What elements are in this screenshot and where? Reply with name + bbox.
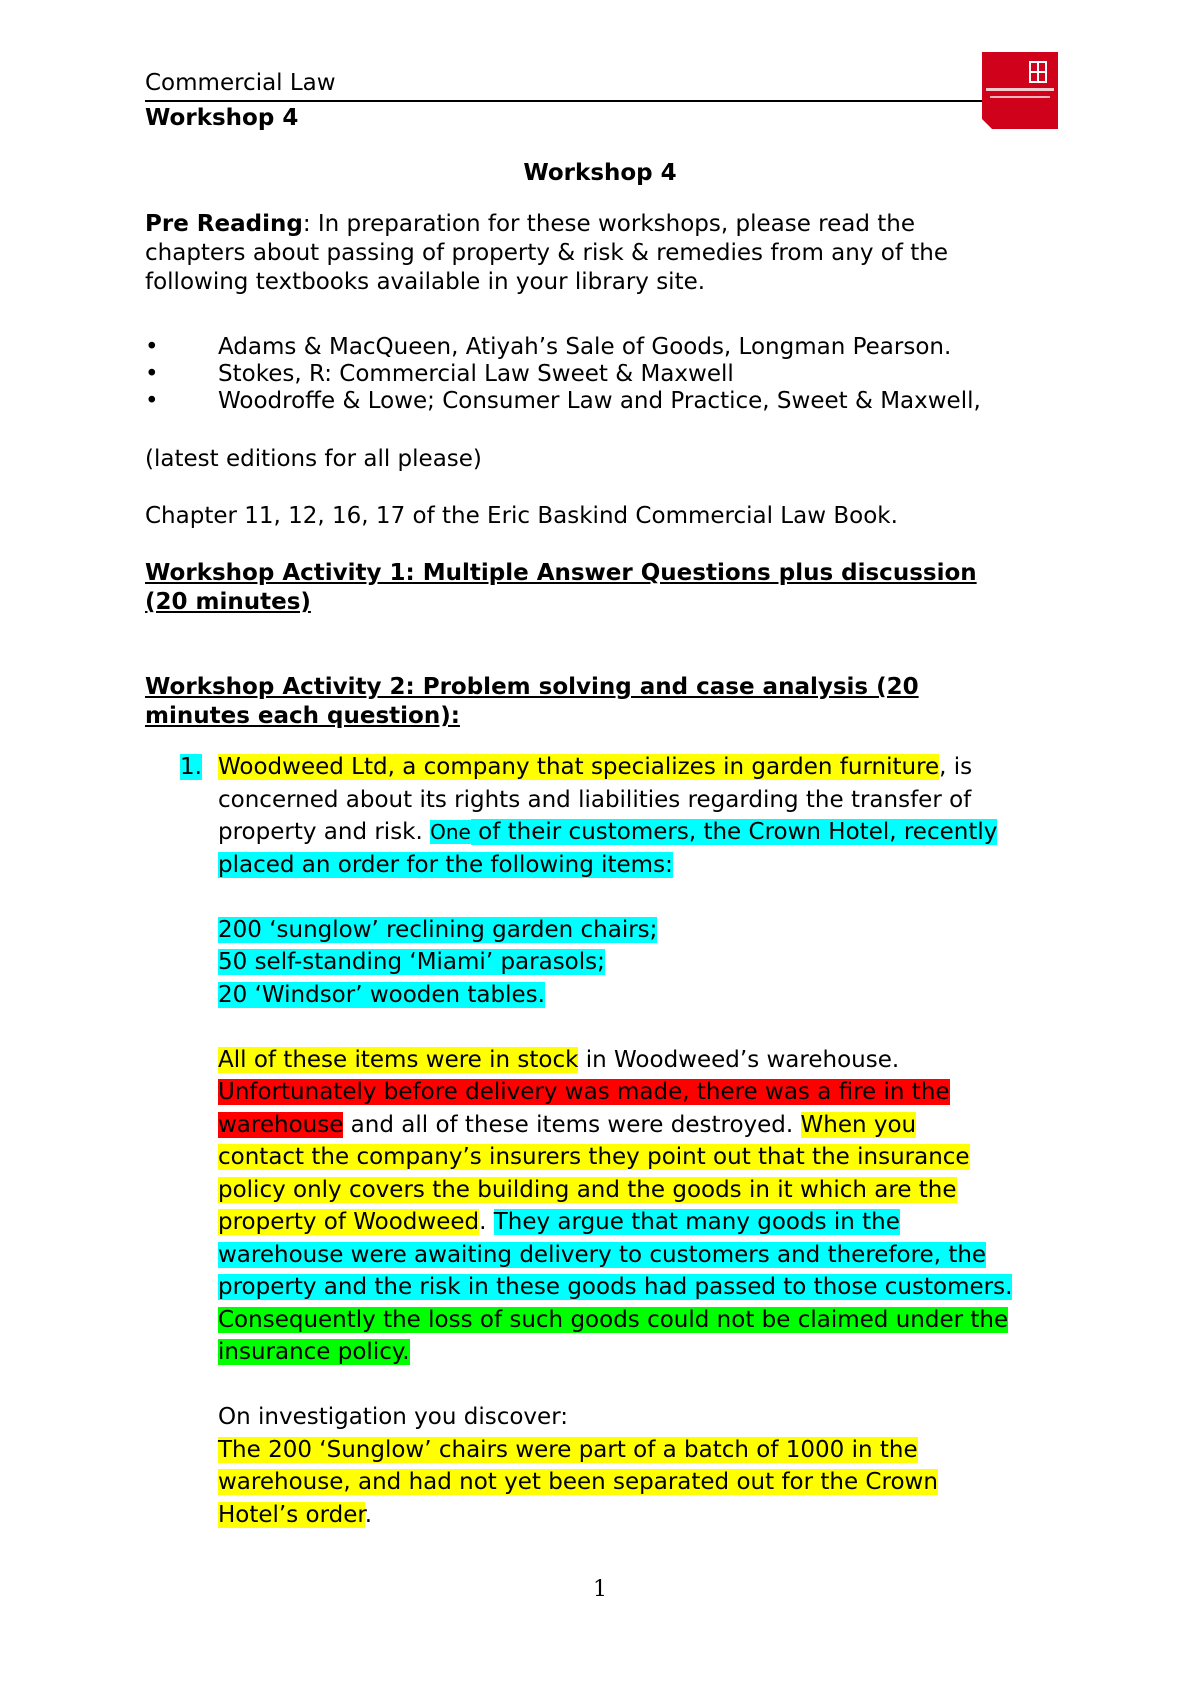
highlight-text: 200 ‘sunglow’ reclining garden chairs; [218, 916, 658, 943]
highlight-text: 20 ‘Windsor’ wooden tables. [218, 981, 545, 1008]
activity-2-line-2: minutes each question): [145, 703, 460, 729]
question-line [218, 1044, 1078, 1077]
highlight-text: property and the risk in these goods had passed to those customers. [218, 1274, 1013, 1300]
chapters-note: Chapter 11, 12, 16, 17 of the Eric Baskind Commercial Law Book. [145, 503, 898, 529]
editions-note: (latest editions for all please) [145, 446, 482, 472]
highlight-text: Hotel’s order [218, 1501, 365, 1528]
plain-text: . [479, 1209, 494, 1235]
question-line [218, 1499, 1078, 1532]
bullet-icon: • [145, 388, 159, 414]
order-item [218, 914, 1078, 947]
highlight-text: They argue that many goods in the [493, 1209, 900, 1235]
plain-text: in Woodweed’s warehouse. [578, 1046, 900, 1073]
bullet-icon: • [145, 361, 159, 387]
pre-reading-label: Pre Reading [145, 211, 303, 237]
activity-1-heading [145, 559, 1045, 617]
question-line: On investigation you discover: [218, 1404, 568, 1430]
highlight-text: One [430, 820, 471, 844]
question-line [218, 1239, 1078, 1272]
list-item-text: Stokes, R: Commercial Law Sweet & Maxwell [218, 361, 734, 387]
highlight-text: insurance policy. [218, 1339, 410, 1365]
activity-2-line-1: Workshop Activity 2: Problem solving and case analysis (20 [145, 674, 919, 700]
activity-1-line-1: Workshop Activity 1: Multiple Answer Questions plus discussion [145, 560, 977, 586]
blank-line [218, 1369, 1078, 1402]
plain-text: property and risk. [218, 819, 431, 845]
blank-line [218, 881, 1078, 914]
question-line [218, 1141, 1078, 1174]
plain-text: . [364, 1501, 373, 1528]
highlight-text: When you [800, 1111, 917, 1138]
pre-reading-line-1 [145, 210, 1045, 239]
question-line [218, 849, 1078, 882]
question-line [218, 1076, 1078, 1109]
highlight-text: warehouse [218, 1111, 344, 1138]
bullet-icon: • [145, 334, 159, 360]
activity-2-heading [145, 673, 1045, 731]
pre-reading-line-3: following textbooks available in your library site. [145, 269, 706, 295]
activity-1-line-2: (20 minutes) [145, 589, 311, 615]
question-line [218, 1434, 1078, 1467]
question-number-text: 1. [180, 754, 202, 780]
order-item [218, 946, 1078, 979]
list-item-text: Adams & MacQueen, Atiyah’s Sale of Goods, Longman Pearson. [218, 334, 952, 360]
page-number: 1 [593, 1577, 607, 1602]
highlight-text: The 200 ‘Sunglow’ chairs were part of a batch of 1000 in the [218, 1436, 918, 1463]
question-line [218, 816, 1078, 849]
question-line [218, 1304, 1078, 1337]
page-title: Workshop 4 [523, 160, 677, 186]
question-line: concerned about its rights and liabilities regarding the transfer of [218, 786, 972, 813]
highlight-text: Woodweed Ltd, a company that specializes in garden furniture [218, 754, 940, 780]
plain-text: , is [939, 754, 973, 780]
blank-line [218, 1011, 1078, 1044]
question-number [180, 751, 202, 784]
header-workshop: Workshop 4 [145, 105, 299, 131]
question-line [218, 1206, 1078, 1239]
order-item [218, 979, 1078, 1012]
highlight-text: Consequently the loss of such goods could not be claimed under the [218, 1306, 1009, 1333]
header-rule [145, 100, 1058, 102]
pre-reading-text-1: : In preparation for these workshops, please read the [302, 211, 916, 237]
highlight-text: 50 self-standing ‘Miami’ parasols; [218, 949, 605, 975]
highlight-text: policy only covers the building and the goods in it which are the [218, 1176, 957, 1203]
question-line [218, 751, 1078, 784]
pre-reading-line-2: chapters about passing of property & risk & remedies from any of the [145, 240, 948, 266]
header-course: Commercial Law [145, 70, 336, 96]
highlight-text: contact the company’s insurers they point out that the insurance [218, 1144, 970, 1170]
question-line [218, 1466, 1078, 1499]
highlight-text: warehouse, and had not yet been separated out for the Crown [218, 1469, 938, 1495]
plain-text: and all of these items were destroyed. [343, 1111, 801, 1138]
question-body [218, 751, 1078, 1531]
highlight-text: All of these items were in stock [218, 1046, 579, 1073]
highlight-text: Unfortunately before delivery was made, there was a fire in the [218, 1079, 950, 1105]
highlight-text: property of Woodweed [218, 1209, 480, 1235]
highlight-text: of their customers, the Crown Hotel, recently [470, 819, 998, 845]
university-logo [982, 52, 1058, 129]
pre-reading-paragraph [145, 210, 1045, 297]
question-line [218, 1271, 1078, 1304]
question-line [218, 1174, 1078, 1207]
question-line [218, 1109, 1078, 1142]
highlight-text: placed an order for the following items: [218, 851, 673, 878]
highlight-text: warehouse were awaiting delivery to customers and therefore, the [218, 1241, 987, 1268]
list-item-text: Woodroffe & Lowe; Consumer Law and Practice, Sweet & Maxwell, [218, 388, 981, 414]
question-line [218, 1336, 1078, 1369]
